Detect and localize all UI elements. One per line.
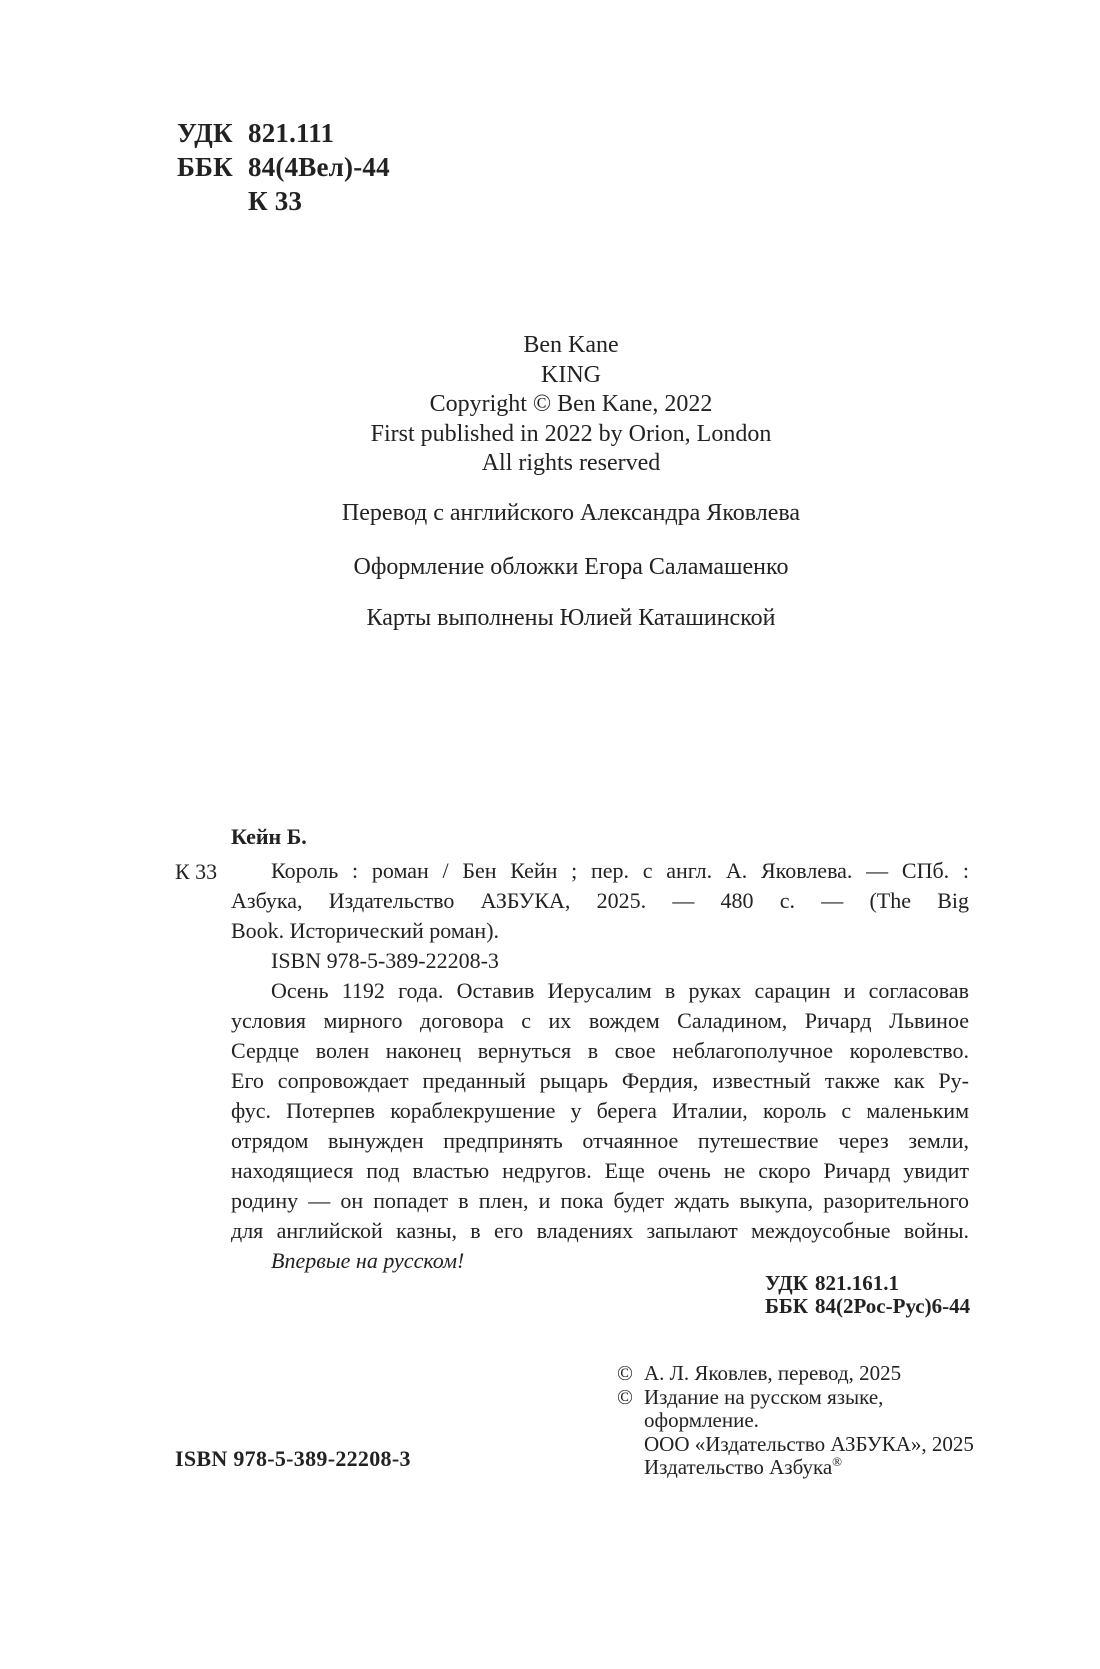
translation-credit-line: Перевод с английского Александра Яковлева [341, 500, 801, 526]
annotation-line: находящиеся под властью недругов. Еще очень не скоро Ричард увидит [231, 1158, 969, 1183]
card-description-line: Book. Исторический роман). [231, 918, 500, 943]
udc-bottom-label: УДК [765, 1271, 808, 1295]
udc-bottom-value: 821.161.1 [815, 1271, 899, 1295]
copyright-lines [644, 1386, 974, 1480]
copyright-entry [617, 1362, 974, 1386]
rights-reserved-line: All rights reserved [481, 450, 661, 476]
original-title: KING [541, 361, 601, 388]
annotation-line: фус. Потерпев кораблекрушение у берега Италии, король с маленьким [231, 1098, 969, 1123]
first-published-line: First published in 2022 by Orion, London [370, 420, 772, 447]
udc-value: 821.111 [248, 118, 335, 148]
udc-label: УДК [177, 118, 233, 148]
original-imprint-block [173, 331, 969, 479]
copyright-line: А. Л. Яковлев, перевод, 2025 [644, 1361, 902, 1385]
bottom-codes-block [765, 1272, 970, 1318]
card-description-line: Король : роман / Бен Кейн ; пер. с англ. А. Яковлева. — СПб. : [271, 858, 969, 883]
card-isbn: ISBN 978-5-389-22208-3 [271, 948, 499, 973]
bbk-bottom-label: ББК [765, 1294, 808, 1318]
bbk-label: ББК [177, 152, 233, 182]
original-author: Ben Kane [523, 332, 619, 358]
author-sign-spacer [177, 184, 248, 218]
udc-row [177, 116, 390, 150]
bbk-bottom-value: 84(2Рос-Рус)6-44 [815, 1294, 971, 1318]
author-sign-value: К 33 [248, 186, 303, 216]
copyright-line: Издание на русском языке, [644, 1384, 884, 1409]
annotation-line: для английской казны, в его владениях запылают междоусобные войны. [231, 1218, 969, 1243]
catalog-author-heading: Кейн Б. [231, 824, 307, 849]
bbk-value: 84(4Вел)-44 [248, 152, 390, 182]
annotation-line: родину — он попадет в плен, и пока будет ждать выкупа, разорительного [231, 1188, 969, 1213]
bottom-isbn: ISBN 978-5-389-22208-3 [175, 1446, 411, 1471]
bbk-row [177, 150, 390, 184]
copyright-symbol: © [617, 1361, 633, 1385]
maps-credit-line: Карты выполнены Юлией Каташинской [366, 605, 776, 631]
annotation-line: Осень 1192 года. Оставив Иерусалим в руках сарацин и согласовав [271, 978, 969, 1003]
first-time-russian-note: Впервые на русском! [271, 1248, 465, 1273]
copyright-entry [617, 1386, 974, 1480]
catalog-card-sign: К 33 [175, 859, 218, 884]
copyright-line: Copyright © Ben Kane, 2022 [429, 391, 713, 417]
annotation-line: отрядом вынужден предпринять отчаянное путешествие через земли, [231, 1128, 969, 1153]
copyright-symbol: © [617, 1384, 633, 1409]
registered-mark: ® [832, 1454, 843, 1470]
annotation-line: Сердце волен наконец вернуться в свое неблагополучное королевство. [231, 1038, 969, 1063]
copyright-line: ООО «Издательство АЗБУКА», 2025 [644, 1431, 974, 1456]
card-description-line: Азбука, Издательство АЗБУКА, 2025. — 480 с. — (The Big [231, 888, 969, 913]
copyright-lines [644, 1362, 901, 1386]
copyright-line [644, 1456, 974, 1480]
catalog-card [173, 856, 969, 1276]
top-codes-block [177, 116, 390, 218]
catalog-card-body [231, 856, 969, 1276]
copyright-block [617, 1362, 974, 1480]
bbk-row-bottom [765, 1295, 970, 1318]
annotation-line: Его сопровождает преданный рыцарь Фердия, известный также как Ру- [231, 1068, 969, 1093]
author-sign-row [177, 184, 390, 218]
copyright-line: оформление. [644, 1408, 759, 1433]
udc-row-bottom [765, 1272, 970, 1295]
cover-design-credit-line: Оформление обложки Егора Саламашенко [353, 554, 789, 580]
annotation-line: условия мирного договора с их вождем Саладином, Ричард Львиное [231, 1008, 969, 1033]
publisher-name: Издательство Азбука [644, 1455, 833, 1480]
